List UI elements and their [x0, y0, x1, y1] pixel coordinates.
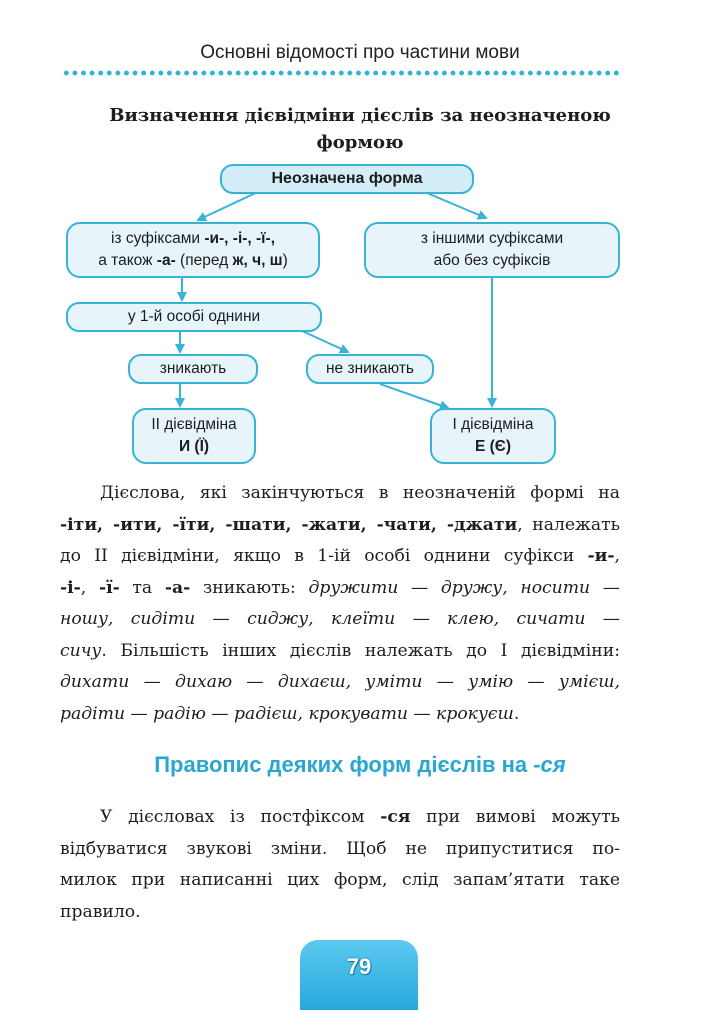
p1-l4-b: та [119, 577, 165, 598]
p2-l2-text: відбуватися звукові зміни. Щоб не припуститися по- [60, 838, 620, 859]
page-number: 79 [346, 954, 372, 979]
p1-l1-text: Дієслова, які закінчуються в неозначеній формі на [100, 483, 620, 503]
p2-line2 [60, 834, 620, 866]
suffix-i-suffixes: -и-, -і-, -ї-, [204, 230, 276, 247]
suffix-i-prefix: із суфіксами [110, 230, 205, 247]
infinitive-label: Неозначена форма [271, 170, 423, 187]
paragraph-conjugation-rule [60, 478, 620, 730]
p2-l4-text: правило. [60, 901, 141, 922]
running-header: Основні відомості про частини мови [200, 42, 520, 63]
conjugation-1-title: І дієвідміна [452, 416, 534, 433]
p1-line7 [60, 667, 620, 699]
not-disappear-box [306, 354, 434, 384]
suffix-i-box [66, 222, 320, 278]
other-suffixes-line2: або без суфіксів [433, 252, 551, 269]
arrow-person-to-not-disappear [300, 330, 348, 352]
arrow-start-to-left [198, 190, 262, 220]
p1-l3-a: до ІІ дієвідміни, якщо в 1-ій особі однини суфікси [60, 546, 588, 566]
suffix-y-accent: -и- [587, 546, 615, 566]
conjugation-2-title: ІІ дієвідміна [151, 416, 237, 433]
example-noshu: ношу, сидіти — сиджу, клеїти — клею, сичати — [60, 609, 620, 629]
conjugation-1-letters: Е (Є) [475, 438, 511, 455]
first-person-label: у 1-й особі однини [127, 308, 261, 325]
example-sychu: сичу [60, 640, 102, 661]
section2-heading [0, 752, 720, 778]
p1-l6-rest: . Більшість інших дієслів належать до І дієвідміни: [101, 640, 620, 661]
paragraph-sya-rule [60, 802, 620, 928]
p1-l8-end: . [513, 703, 520, 724]
p2-l1-c: при вимові можуть [410, 807, 620, 827]
p1-l4-a: , [80, 577, 99, 598]
section-title-line1: Визначення дієвідміни дієслів за неозначеною [109, 105, 611, 126]
suffix-i-also: а також [98, 252, 157, 269]
p2-line3 [60, 865, 620, 897]
arrow-start-to-right [420, 190, 486, 218]
suffix-i-letters: ж, ч, ш [232, 252, 283, 269]
other-suffixes-line1: з іншими суфіксами [420, 230, 564, 247]
conjugation-2-box [132, 408, 256, 464]
conjugation-2-letters: И (Ї) [178, 438, 210, 455]
suffix-i-line2 [98, 250, 288, 272]
section-title-line2: формою [316, 132, 404, 153]
p1-line2 [60, 510, 620, 542]
p1-line6 [60, 636, 620, 668]
infinitive-box [220, 164, 474, 194]
section2-suffix: -ся [533, 752, 566, 777]
not-disappear-label: не зникають [325, 360, 414, 377]
p2-line1 [100, 802, 620, 834]
suffix-i-line1 [111, 228, 275, 250]
p1-line5 [60, 604, 620, 636]
example-druzhyty: дружити — дружу, носити — [308, 577, 620, 598]
p2-l1-a: У дієсловах із постфіксом [100, 807, 381, 827]
suffix-i-close: ) [282, 252, 288, 269]
section2-title: Правопис деяких форм дієслів на [154, 752, 534, 777]
arrow-not-disappear-to-conj1 [380, 384, 448, 408]
disappear-label: зникають [159, 360, 227, 377]
p2-line4 [60, 897, 620, 929]
p1-l3-b: , [614, 546, 620, 566]
p1-line8 [60, 699, 620, 731]
p1-line4 [60, 573, 620, 605]
suffix-a: -а- [156, 252, 176, 269]
p1-line3 [60, 541, 620, 573]
suffix-yi-accent: -ї- [98, 577, 120, 598]
p1-l4-c: зникають: [190, 577, 309, 598]
suffix-i-before: (перед [175, 252, 233, 269]
suffix-i-accent: -і- [60, 577, 81, 598]
p1-endings: -іти, -ити, -їти, -шати, -жати, -чати, -джати [60, 514, 518, 535]
example-dykhaty: дихати — дихаю — дихаєш, уміти — умію — умієш, [60, 672, 620, 692]
first-person-box [66, 302, 322, 332]
p1-line1 [100, 478, 620, 510]
postfix-sya: -ся [380, 807, 411, 827]
p2-l3-text: милок при написанні цих форм, слід запам’ятати таке [60, 870, 620, 890]
conjugation-1-box [430, 408, 556, 464]
other-suffixes-box [364, 222, 620, 278]
disappear-box [128, 354, 258, 384]
suffix-a-accent: -а- [164, 577, 191, 598]
example-radity: радіти — радію — радієш, крокувати — крокуєш [60, 703, 514, 724]
p1-l2-rest: , належать [517, 514, 620, 535]
